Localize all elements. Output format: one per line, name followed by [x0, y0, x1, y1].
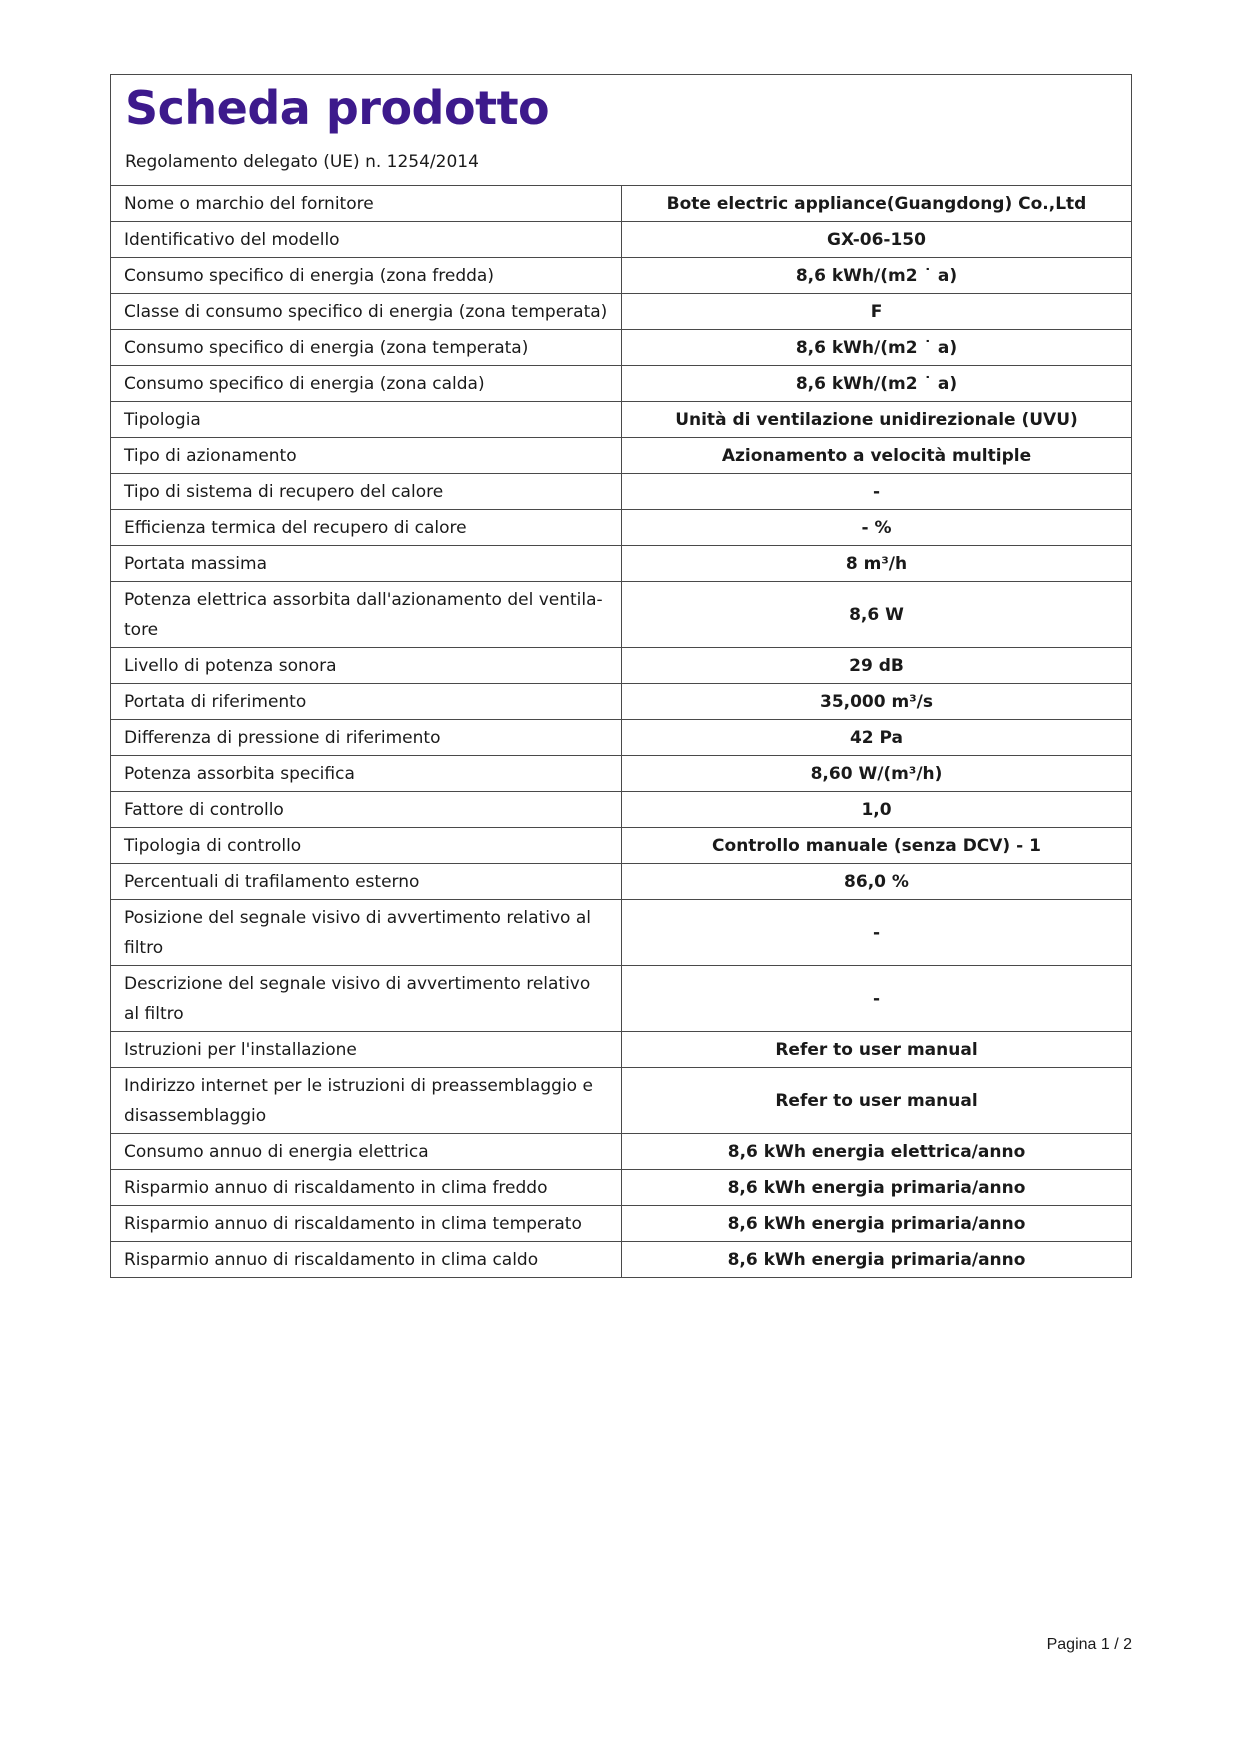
row-value: Bote electric appliance(Guangdong) Co.,Ltd	[666, 194, 1087, 214]
row-value: F	[622, 294, 1132, 330]
row-label: Tipologia	[111, 402, 622, 438]
table-row	[111, 756, 1131, 792]
row-label: Risparmio annuo di riscaldamento in clima caldo	[111, 1242, 622, 1278]
row-label: Consumo specifico di energia (zona fredda)	[111, 258, 622, 294]
row-label: Identificativo del modello	[111, 222, 622, 258]
row-value: GX-06-150	[622, 222, 1132, 258]
row-label: Tipo di sistema di recupero del calore	[111, 474, 622, 510]
row-label: Tipologia di controllo	[111, 828, 622, 864]
row-label: Potenza elettrica assorbita dall'azionamento del ventila-tore	[111, 582, 622, 648]
sheet-header	[111, 75, 1131, 186]
row-value: Refer to user manual	[622, 1068, 1132, 1134]
row-label: Efficienza termica del recupero di calore	[111, 510, 622, 546]
row-label: Posizione del segnale visivo di avvertimento relativo al filtro	[111, 900, 622, 966]
table-row	[111, 582, 1131, 648]
row-value: 8,6 W	[622, 582, 1132, 648]
row-value: 8,6 kWh/(m2 ˙ a)	[622, 258, 1132, 294]
row-value: Controllo manuale (senza DCV) - 1	[622, 828, 1132, 864]
row-value: 8 m³/h	[622, 546, 1132, 582]
table-row	[111, 438, 1131, 474]
row-label: Livello di potenza sonora	[111, 648, 622, 684]
table-row	[111, 1134, 1131, 1170]
row-label: Risparmio annuo di riscaldamento in clima temperato	[111, 1206, 622, 1242]
table-row	[111, 402, 1131, 438]
row-value: 8,6 kWh energia elettrica/anno	[622, 1134, 1132, 1170]
row-value: 42 Pa	[622, 720, 1132, 756]
page-title: Scheda prodotto	[125, 81, 550, 135]
row-label: Portata massima	[111, 546, 622, 582]
table-row	[111, 648, 1131, 684]
row-label: Potenza assorbita specifica	[111, 756, 622, 792]
table-row	[111, 1068, 1131, 1134]
product-sheet	[110, 74, 1132, 1278]
table-row	[111, 900, 1131, 966]
table-row	[111, 510, 1131, 546]
row-value: Azionamento a velocità multiple	[622, 438, 1132, 474]
row-value: Unità di ventilazione unidirezionale (UVU)	[622, 402, 1132, 438]
table-row	[111, 684, 1131, 720]
table-row	[111, 1242, 1131, 1278]
table-row	[111, 294, 1131, 330]
row-value: 1,0	[622, 792, 1132, 828]
row-label: Portata di riferimento	[111, 684, 622, 720]
regulation-reference: Regolamento delegato (UE) n. 1254/2014	[125, 152, 479, 172]
table-row	[111, 330, 1131, 366]
row-value: -	[622, 900, 1132, 966]
row-value: 8,6 kWh energia primaria/anno	[622, 1206, 1132, 1242]
row-value: - %	[622, 510, 1132, 546]
row-value: 29 dB	[622, 648, 1132, 684]
table-row	[111, 222, 1131, 258]
row-value: Refer to user manual	[622, 1032, 1132, 1068]
table-row	[111, 474, 1131, 510]
table-row	[111, 966, 1131, 1032]
row-value: -	[622, 966, 1132, 1032]
row-label: Istruzioni per l'installazione	[111, 1032, 622, 1068]
table-row	[111, 792, 1131, 828]
row-value: 8,6 kWh/(m2 ˙ a)	[622, 366, 1132, 402]
page-number: Pagina 1 / 2	[1046, 1636, 1132, 1653]
product-data-table	[111, 186, 1131, 1277]
row-label: Consumo annuo di energia elettrica	[111, 1134, 622, 1170]
row-value: 8,60 W/(m³/h)	[622, 756, 1132, 792]
row-label: Fattore di controllo	[111, 792, 622, 828]
table-row	[111, 1206, 1131, 1242]
row-label: Classe di consumo specifico di energia (zona temperata)	[111, 294, 622, 330]
table-row	[111, 186, 1131, 222]
table-row	[111, 1170, 1131, 1206]
table-row	[111, 258, 1131, 294]
table-row	[111, 546, 1131, 582]
row-label: Consumo specifico di energia (zona calda)	[111, 366, 622, 402]
row-label: Descrizione del segnale visivo di avvertimento relativo al filtro	[111, 966, 622, 1032]
row-value: 8,6 kWh energia primaria/anno	[622, 1242, 1132, 1278]
table-row	[111, 366, 1131, 402]
row-value: 35,000 m³/s	[622, 684, 1132, 720]
row-value: 8,6 kWh energia primaria/anno	[622, 1170, 1132, 1206]
row-label: Differenza di pressione di riferimento	[111, 720, 622, 756]
row-label: Consumo specifico di energia (zona temperata)	[111, 330, 622, 366]
row-label: Nome o marchio del fornitore	[111, 186, 622, 222]
table-row	[111, 828, 1131, 864]
row-label: Tipo di azionamento	[111, 438, 622, 474]
table-row	[111, 864, 1131, 900]
row-value: 86,0 %	[622, 864, 1132, 900]
row-value: 8,6 kWh/(m2 ˙ a)	[622, 330, 1132, 366]
row-label: Risparmio annuo di riscaldamento in clima freddo	[111, 1170, 622, 1206]
table-row	[111, 1032, 1131, 1068]
row-label: Percentuali di trafilamento esterno	[111, 864, 622, 900]
table-row	[111, 720, 1131, 756]
row-value: -	[622, 474, 1132, 510]
row-label: Indirizzo internet per le istruzioni di preassemblaggio e disassemblaggio	[111, 1068, 622, 1134]
